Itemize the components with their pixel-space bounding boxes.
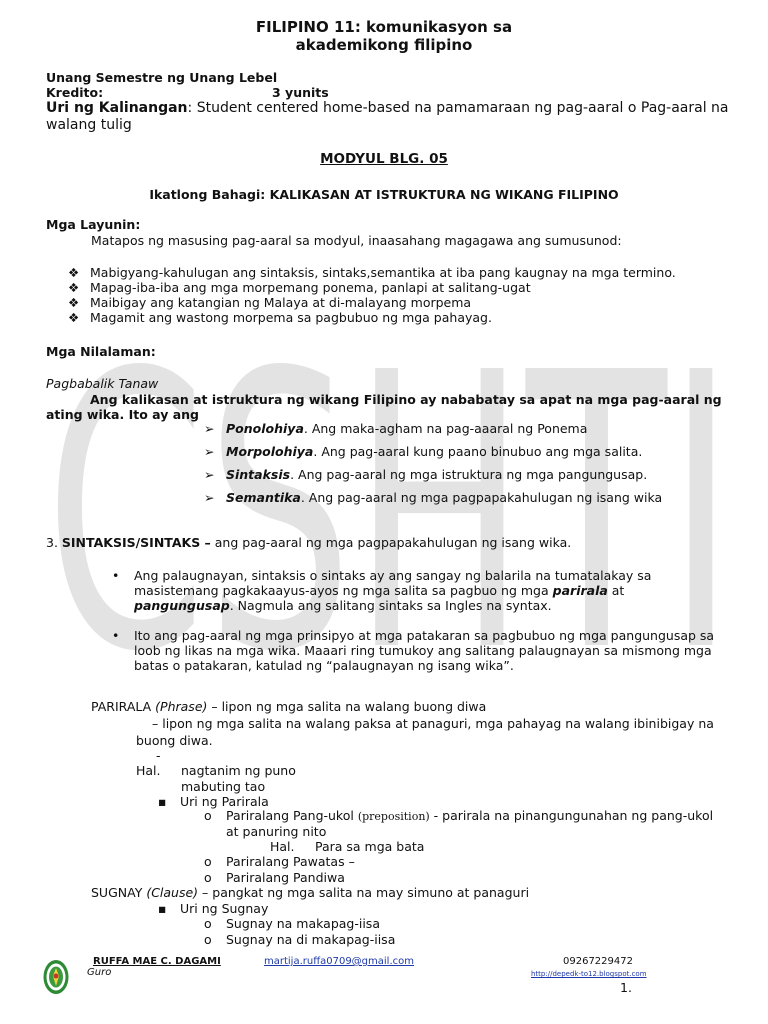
bullet-icon: ❖ [68, 280, 80, 295]
uri-label: Uri ng Kalinangan [46, 100, 188, 116]
sub-hal-example: Para sa mga bata [315, 839, 425, 854]
pariralang-pawatas: Pariralang Pawatas – [226, 854, 355, 869]
school-logo-icon [42, 958, 70, 996]
layunin-heading: Mga Layunin: [46, 217, 141, 232]
document-title [0, 18, 768, 54]
list-item: ❖ Mabigyang-kahulugan ang sintaksis, sintaks,semantika at iba pang kaugnay na mga termino. [68, 265, 676, 280]
sugnay-heading: SUGNAY (Clause) – pangkat ng mga salita na may simuno at panaguri [91, 885, 530, 900]
pagbabalik-tanaw: Pagbabalik Tanaw [46, 376, 159, 391]
kredito-value: 3 yunits [272, 85, 329, 100]
list-item: ➢ Semantika. Ang pag-aaral ng mga pagpapakahulugan ng isang wika [204, 490, 663, 505]
hal-example-1: nagtanim ng puno [181, 763, 296, 778]
sintaksis-bullet-2: Ito ang pag-aaral ng mga prinsipyo at mga patakaran sa pagbubuo ng mga pangungusap sa loob ng likas na mga wika. Maaari ring tumukoy ang salitang palaugnayan sa mismong mga batas o patakaran, katulad ng “palaugnayan ng isang wika”. [134, 628, 715, 673]
author-name: RUFFA MAE C. DAGAMI [93, 956, 221, 967]
circle-bullet-icon: o [204, 808, 212, 823]
parirala-heading: PARIRALA (Phrase) – lipon ng mga salita na walang buong diwa [91, 699, 487, 714]
sugnay-makapag-iisa: Sugnay na makapag-iisa [226, 916, 380, 931]
uri-ng-kalinangan [46, 100, 736, 134]
title-line1: FILIPINO 11: komunikasyon sa [255, 18, 513, 36]
layunin-intro: Matapos ng masusing pag-aaral sa modyul, inaasahang magagawa ang sumusunod: [91, 233, 622, 248]
author-phone: 09267229472 [563, 956, 633, 967]
bahagi-heading: Ikatlong Bahagi: KALIKASAN AT ISTRUKTURA NG WIKANG FILIPINO [149, 187, 619, 202]
list-item: ➢ Morpolohiya. Ang pag-aaral kung paano binubuo ang mga salita. [204, 444, 643, 459]
parirala-def2: – lipon ng mga salita na walang paksa at panaguri, mga pahayag na walang ibinibigay na buong diwa. [136, 716, 714, 748]
list-item: ➢ Sintaksis. Ang pag-aaral ng mga istruktura ng mga pangungusap. [204, 467, 648, 482]
pariralang-pang-ukol: Pariralang Pang-ukol (preposition) - parirala na pinangungunahan ng pang-ukol at panuring nito [226, 808, 714, 839]
circle-bullet-icon: o [204, 870, 212, 885]
circle-bullet-icon: o [204, 916, 212, 931]
circle-bullet-icon: o [204, 854, 212, 869]
uri-sugnay: ▪ Uri ng Sugnay [158, 901, 269, 916]
kredito-label: Kredito: [46, 85, 104, 100]
hal-example-2: mabuting tao [181, 779, 266, 794]
sintaksis-heading: 3. SINTAKSIS/SINTAKS – ang pag-aaral ng mga pagpapakahulugan ng isang wika. [46, 535, 572, 550]
watermark-text: CSHTI [45, 330, 735, 660]
nilalaman-heading: Mga Nilalaman: [46, 344, 156, 359]
bullet-icon: ❖ [68, 295, 80, 310]
circle-bullet-icon: o [204, 932, 212, 947]
list-item: ➢ Ponolohiya. Ang maka-agham na pag-aaaral ng Ponema [204, 421, 588, 436]
uri-value: : Student centered home-based na pamamaraan ng pag-aaral o Pag-aaral na walang tulig [46, 100, 729, 133]
nilalaman-list [204, 421, 662, 513]
author-email-link[interactable]: martija.ruffa0709@gmail.com [264, 956, 414, 967]
arrow-icon: ➢ [204, 444, 215, 459]
sintaksis-bullet-icon: • [112, 628, 120, 643]
bullet-icon: ❖ [68, 265, 80, 280]
arrow-icon: ➢ [204, 490, 215, 505]
sub-hal-label: Hal. [270, 839, 295, 854]
uri-parirala: ▪ Uri ng Parirala [158, 794, 269, 809]
square-bullet-icon: ▪ [158, 901, 167, 916]
modyul-text: MODYUL BLG. 05 [320, 151, 448, 167]
blog-link[interactable]: http://depedk-to12.blogspot.com [531, 970, 647, 978]
parirala-dash: - [156, 748, 161, 763]
bullet-icon: ❖ [68, 310, 80, 325]
semester-label: Unang Semestre ng Unang Lebel [46, 70, 278, 85]
square-bullet-icon: ▪ [158, 794, 167, 809]
title-line2: akademikong filipino [295, 36, 473, 54]
list-item: ❖ Mapag-iba-iba ang mga morpemang ponema, panlapi at salitang-ugat [68, 280, 531, 295]
author-role: Guro [87, 967, 112, 978]
sugnay-di-makapag-iisa: Sugnay na di makapag-iisa [226, 932, 396, 947]
sintaksis-bullet-icon: • [112, 568, 120, 583]
pariralang-pandiwa: Pariralang Pandiwa [226, 870, 345, 885]
list-item: ❖ Maibigay ang katangian ng Malaya at di-malayang morpema [68, 295, 472, 310]
sintaksis-bullet-1: Ang palaugnayan, sintaksis o sintaks ay ang sangay ng balarila na tumatalakay sa masistemang pagkakaayus-ayos ng mga salita sa pagbuo ng mga parirala at pangungusap. Nagmula ang salitang sintaks sa Ingles na syntax. [134, 568, 652, 613]
page-number: 1. [620, 980, 632, 995]
arrow-icon: ➢ [204, 421, 215, 436]
list-item: ❖ Magamit ang wastong morpema sa pagbubuo ng mga pahayag. [68, 310, 492, 325]
modyul-heading [0, 151, 768, 167]
hal-label: Hal. [136, 763, 161, 778]
arrow-icon: ➢ [204, 467, 215, 482]
layunin-list [68, 265, 676, 325]
nilalaman-intro: Ang kalikasan at istruktura ng wikang Filipino ay nababatay sa apat na mga pag-aaral ng ating wika. Ito ay ang [46, 392, 722, 422]
